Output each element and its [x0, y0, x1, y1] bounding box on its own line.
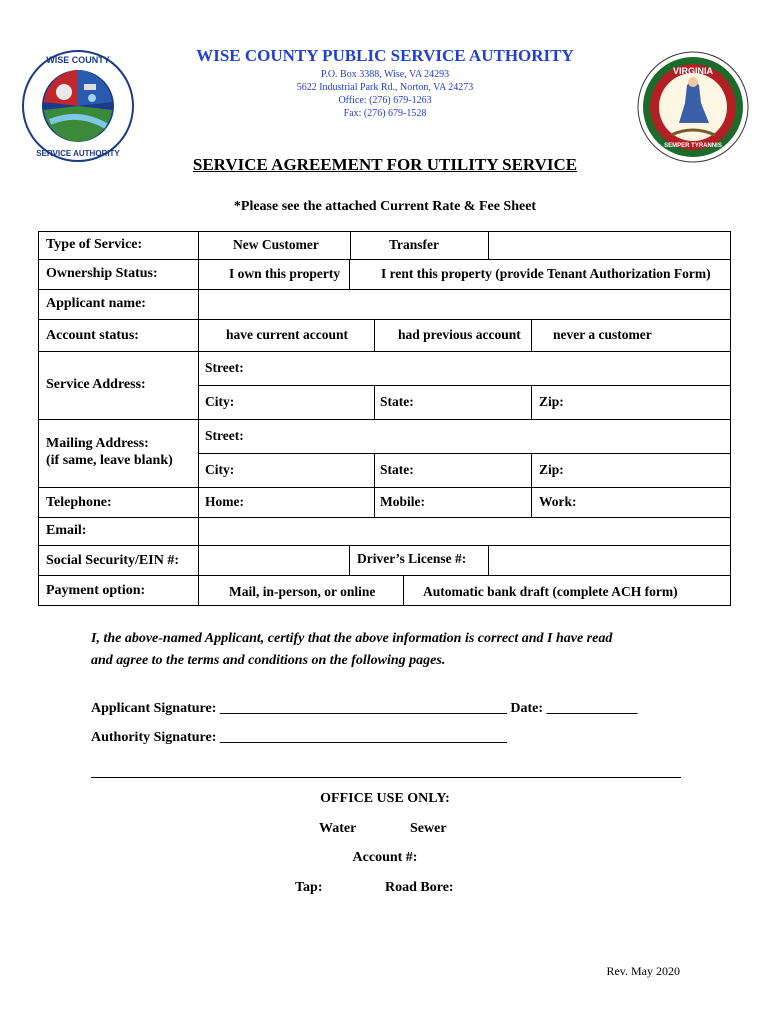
- mailing-address-label: Mailing Address:: [46, 436, 149, 451]
- telephone-label: Telephone:: [46, 495, 112, 510]
- service-city-field[interactable]: City:: [205, 394, 235, 409]
- revision-date: Rev. May 2020: [606, 964, 680, 978]
- svg-text:SERVICE AUTHORITY: SERVICE AUTHORITY: [36, 149, 120, 158]
- road-bore-label: Road Bore:: [385, 880, 454, 895]
- email-field[interactable]: [199, 518, 730, 545]
- virginia-seal: [637, 51, 749, 163]
- section-divider: [91, 777, 681, 778]
- email-label: Email:: [46, 523, 87, 538]
- mobile-phone-field[interactable]: Mobile:: [380, 494, 425, 509]
- applicant-signature-line[interactable]: Applicant Signature: _________________________________________ Date: _____________: [91, 701, 638, 716]
- ownership-status-label: Ownership Status:: [46, 266, 158, 281]
- mailing-city-field[interactable]: City:: [205, 462, 235, 477]
- fax-number: Fax: (276) 679-1528: [343, 108, 427, 119]
- office-use-heading: OFFICE USE ONLY:: [320, 791, 450, 806]
- account-number-label: Account #:: [352, 850, 418, 865]
- mail-inperson-online-option[interactable]: Mail, in-person, or online: [229, 584, 376, 599]
- ssn-ein-label: Social Security/EIN #:: [46, 553, 179, 568]
- org-name: WISE COUNTY PUBLIC SERVICE AUTHORITY: [196, 46, 574, 65]
- type-of-service-label: Type of Service:: [46, 237, 143, 252]
- work-phone-field[interactable]: Work:: [539, 494, 577, 509]
- service-state-field[interactable]: State:: [380, 394, 414, 409]
- svg-text:SEMPER TYRANNIS: SEMPER TYRANNIS: [664, 143, 722, 149]
- service-street-field[interactable]: Street:: [205, 360, 244, 375]
- account-status-label: Account status:: [46, 328, 139, 343]
- rate-fee-note: *Please see the attached Current Rate & Fee Sheet: [233, 199, 537, 214]
- transfer-option[interactable]: Transfer: [389, 237, 439, 252]
- service-address-label: Service Address:: [46, 377, 146, 392]
- tap-label: Tap:: [295, 880, 323, 895]
- new-customer-option[interactable]: New Customer: [233, 237, 319, 252]
- never-a-customer-option[interactable]: never a customer: [553, 327, 652, 342]
- automatic-bank-draft-option[interactable]: Automatic bank draft (complete ACH form): [423, 584, 678, 599]
- address-street: 5622 Industrial Park Rd., Norton, VA 24273: [296, 82, 474, 93]
- have-current-account-option[interactable]: have current account: [226, 327, 348, 342]
- address-po-box: P.O. Box 3388, Wise, VA 24293: [320, 69, 450, 80]
- wise-county-psa-logo: [22, 50, 134, 162]
- sewer-label: Sewer: [410, 821, 447, 836]
- mailing-zip-field[interactable]: Zip:: [539, 462, 564, 477]
- drivers-license-field[interactable]: [489, 546, 730, 575]
- service-zip-field[interactable]: Zip:: [539, 394, 564, 409]
- certification-line-1: I, the above-named Applicant, certify that the above information is correct and I have read: [91, 631, 613, 646]
- document-title: SERVICE AGREEMENT FOR UTILITY SERVICE: [192, 155, 578, 174]
- ssn-ein-field[interactable]: [199, 546, 349, 575]
- mailing-street-field[interactable]: Street:: [205, 428, 244, 443]
- mailing-address-hint: (if same, leave blank): [46, 453, 173, 468]
- applicant-name-field[interactable]: [199, 290, 730, 319]
- home-phone-field[interactable]: Home:: [205, 494, 244, 509]
- svg-text:WISE COUNTY: WISE COUNTY: [46, 55, 110, 65]
- applicant-name-label: Applicant name:: [46, 296, 146, 311]
- payment-option-label: Payment option:: [46, 583, 146, 598]
- authority-signature-line[interactable]: Authority Signature: _________________________________________: [91, 730, 507, 745]
- drivers-license-label: Driver’s License #:: [357, 551, 467, 566]
- certification-line-2: and agree to the terms and conditions on the following pages.: [91, 653, 446, 668]
- office-phone: Office: (276) 679-1263: [338, 95, 432, 106]
- water-label: Water: [319, 821, 357, 836]
- mailing-state-field[interactable]: State:: [380, 462, 414, 477]
- had-previous-account-option[interactable]: had previous account: [398, 327, 521, 342]
- rent-property-option[interactable]: I rent this property (provide Tenant Authorization Form): [381, 266, 711, 281]
- svg-text:VIRGINIA: VIRGINIA: [672, 66, 714, 76]
- own-property-option[interactable]: I own this property: [229, 266, 341, 281]
